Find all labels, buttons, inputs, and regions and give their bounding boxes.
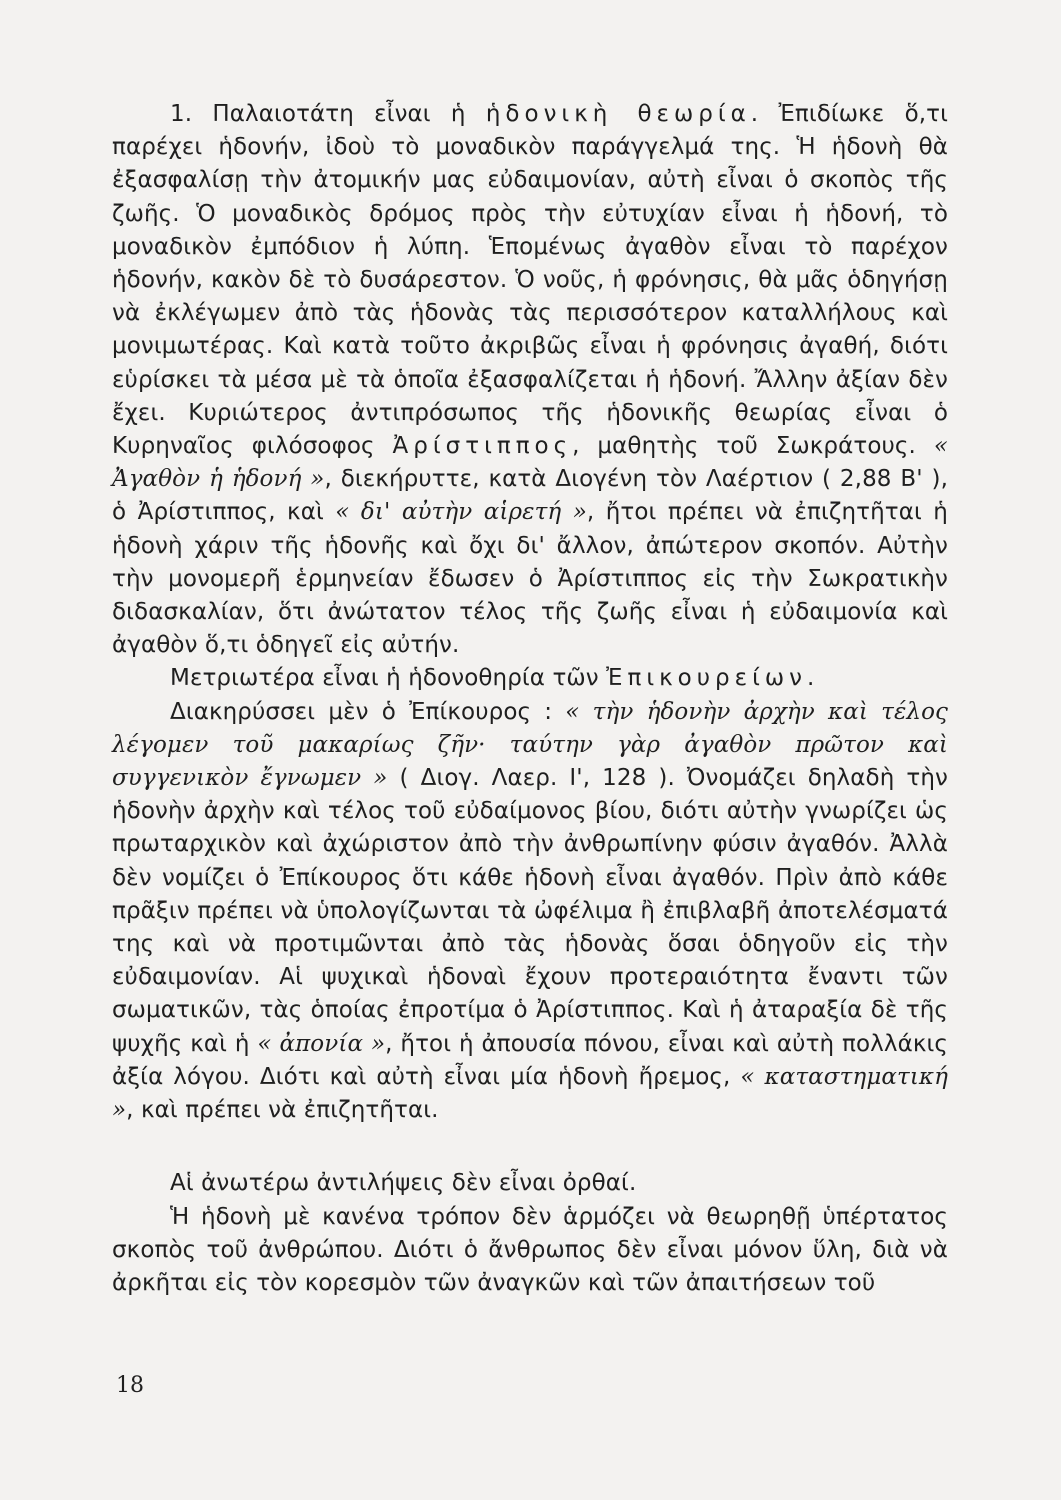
page-number: 18 bbox=[116, 1373, 144, 1398]
page-body bbox=[112, 98, 948, 1300]
paragraph-epicurus bbox=[112, 696, 948, 1128]
quote-agathon: « Ἀγαθὸν ἡ ἡδονή » bbox=[112, 433, 948, 493]
text-run: , διεκήρυττε, κατὰ Διογένη τὸν Λαέρτιον ( 2,88 Β' ), ὁ Ἀρίστιππος, καὶ bbox=[112, 466, 949, 526]
text-run: Μετριωτέρα εἶναι ἡ ἡδονοθηρία τῶν bbox=[170, 665, 607, 692]
spaced-term-epicureans: Ἐπικουρείων bbox=[606, 665, 807, 692]
quote-epicurus: « τὴν ἡδονὴν ἀρχὴν καὶ τέλος λέγομεν τοῦ μακαρίως ζῆν· ταύτην γὰρ ἀγαθὸν πρῶτον καὶ συγγενικὸν ἔγνωμεν » bbox=[112, 698, 949, 792]
text-run: 1. Παλαιοτάτη εἶναι ἡ bbox=[170, 101, 486, 127]
paragraph-human-purpose: Ἡ ἡδονὴ μὲ κανένα τρόπον δὲν ἁρμόζει νὰ θεωρηθῇ ὑπέρτατος σκοπὸς τοῦ ἀνθρώπου. Διότι ὁ ἄνθρωπος δὲν εἶναι μόνον ὕλη, διὰ νὰ ἀρκῆται εἰς τὸν κορεσμὸν τῶν ἀναγκῶν καὶ τῶν ἀπαιτήσεων τοῦ bbox=[112, 1203, 948, 1296]
spaced-name-aristippus: Ἀρίστιππος bbox=[392, 433, 573, 460]
quote-aponia: « ἀπονία » bbox=[257, 1030, 386, 1057]
text-run: , ἤτοι ἡ ἀπουσία πόνου, εἶναι καὶ αὐτὴ πολλάκις ἀξία λόγου. Διότι καὶ αὐτὴ εἶναι μία ἡδονὴ ἤρεμος, bbox=[112, 1030, 949, 1090]
paragraph-hedonic-theory bbox=[112, 98, 948, 662]
section-spacing bbox=[112, 1127, 948, 1167]
text-run: , μαθητὴς τοῦ Σωκράτους. bbox=[572, 433, 934, 460]
text-run: . bbox=[806, 665, 815, 692]
quote-katastematike: « καταστηματική » bbox=[112, 1063, 948, 1124]
text-run: . Ἐπιδίωκε ὅ,τι παρέχει ἡδονήν, ἰδοὺ τὸ μοναδικὸν παράγγελμά της. Ἡ ἡδονὴ θὰ ἐξασφαλίσῃ τὴν ἀτομικήν μας εὐδαιμονίαν, αὐτὴ εἶναι ὁ σκοπὸς τῆς ζωῆς. Ὁ μοναδικὸς δρόμος πρὸς τὴν εὐτυχίαν εἶναι ἡ ἡδονή, τὸ μοναδικὸν ἐμπόδιον ἡ λύπη. Ἑπομένως ἀγαθὸν εἶναι τὸ παρέχον ἡδονήν, κακὸν δὲ τὸ δυσάρεστον. Ὁ νοῦς, ἡ φρόνησις, θὰ μᾶς ὁδηγήσῃ νὰ ἐκλέγωμεν ἀπὸ τὰς ἡδονὰς τὰς περισσότερον καταλλήλους καὶ μονιμωτέρας. Καὶ κατὰ τοῦτο ἀκριβῶς εἶναι ἡ φρόνησις ἀγαθή, διότι εὑρίσκει τὰ μέσα μὲ τὰ ὁποῖα ἐξασφαλίζεται ἡ ἡδονή. Ἄλλην ἀξίαν δὲν ἔχει. Κυριώτερος ἀντιπρόσωπος τῆς ἡδονικῆς θεωρίας εἶναι ὁ Κυρηναῖος φιλόσοφος bbox=[112, 101, 949, 460]
paragraph-epicureans bbox=[112, 662, 948, 695]
spaced-term-hedonic-theory: ἡδονικὴ θεωρία bbox=[485, 101, 751, 127]
text-run: , καὶ πρέπει νὰ ἐπιζητῆται. bbox=[126, 1097, 439, 1124]
text-run: , ἤτοι πρέπει νὰ ἐπιζητῆται ἡ ἡδονὴ χάριν τῆς ἡδονῆς καὶ ὄχι δι' ἄλλον, ἀπώτερον σκοπόν. Αὐτὴν τὴν μονομερῆ ἑρμηνείαν ἔδωσεν ὁ Ἀρίστιππος εἰς τὴν Σωκρατικὴν διδασκαλίαν, ὅτι ἀνώτατον τέλος τῆς ζωῆς εἶναι ἡ εὐδαιμονία καὶ ἀγαθὸν ὅ,τι ὁδηγεῖ εἰς αὐτήν. bbox=[112, 499, 948, 659]
paragraph-rejection: Αἱ ἀνωτέρω ἀντιλήψεις δὲν εἶναι ὀρθαί. bbox=[170, 1170, 637, 1197]
quote-di-auten: « δι' αὐτὴν αἱρετή » bbox=[335, 499, 587, 526]
text-run: Διακηρύσσει μὲν ὁ Ἐπίκουρος : bbox=[170, 698, 566, 725]
text-run: ( Διογ. Λαερ. Ι', 128 ). Ὀνομάζει δηλαδὴ τὴν ἡδονὴν ἀρχὴν καὶ τέλος τοῦ εὐδαίμονος βίου, διότι αὐτὴν γνωρίζει ὡς πρωταρχικὸν καὶ ἀχώριστον ἀπὸ τὴν ἀνθρωπίνην φύσιν ἀγαθόν. Ἀλλὰ δὲν νομίζει ὁ Ἐπίκουρος ὅτι κάθε ἡδονὴ εἶναι ἀγαθόν. Πρὶν ἀπὸ κάθε πρᾶξιν πρέπει νὰ ὑπολογίζωνται τὰ ὠφέλιμα ἢ ἐπιβλαβῆ ἀποτελέσματά της καὶ νὰ προτιμῶνται ἀπὸ τὰς ἡδονὰς ὅσαι ὁδηγοῦν εἰς τὴν εὐδαιμονίαν. Αἱ ψυχικαὶ ἡδοναὶ ἔχουν προτεραιότητα ἔναντι τῶν σωματικῶν, τὰς ὁποίας ἐπροτίμα ὁ Ἀρίστιππος. Καὶ ἡ ἀταραξία δὲ τῆς ψυχῆς καὶ ἡ bbox=[112, 765, 948, 1057]
